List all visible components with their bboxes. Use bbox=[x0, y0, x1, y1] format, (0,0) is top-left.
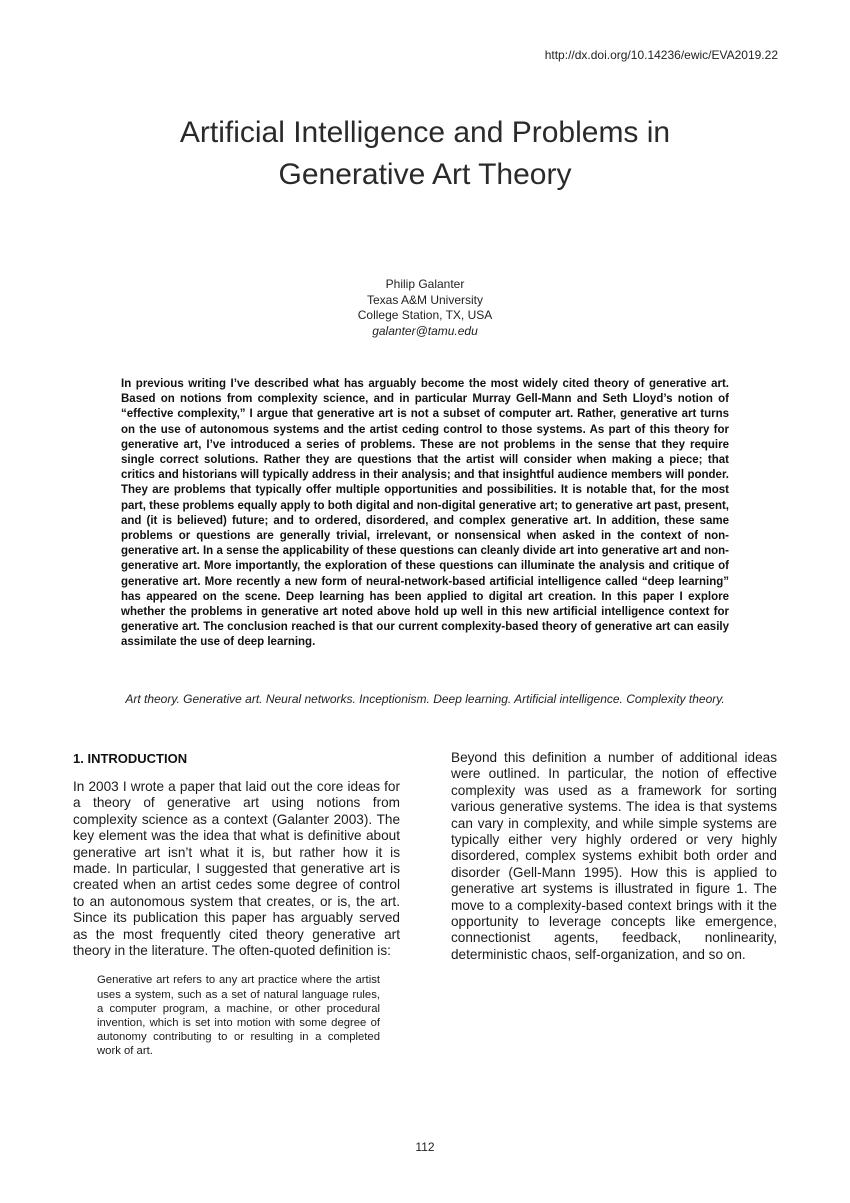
author-affiliation: Texas A&M University bbox=[366, 292, 484, 307]
right-column bbox=[451, 750, 777, 963]
author-location: College Station, TX, USA bbox=[357, 308, 493, 322]
page-number: 112 bbox=[415, 1140, 435, 1154]
author-name: Philip Galanter bbox=[385, 277, 465, 291]
doi-link[interactable]: http://dx.doi.org/10.14236/ewic/EVA2019.22 bbox=[544, 48, 778, 62]
keywords: Art theory. Generative art. Neural networks. Inceptionism. Deep learning. Artificial intelligence. Complexity theory. bbox=[125, 692, 725, 706]
author-block bbox=[0, 277, 850, 339]
section-heading-introduction: 1. INTRODUCTION bbox=[73, 751, 188, 766]
paper-title bbox=[0, 112, 850, 196]
title-line-2: Generative Art Theory bbox=[278, 158, 572, 191]
abstract: In previous writing I’ve described what has arguably become the most widely cited theory of generative art. Based on notions from complexity science, and in particular Murray Gell-Mann and Seth Lloyd’s notion of “effective complexity,” I argue that generative art is not a subset of computer art. Rather, generative art turns on the use of autonomous systems and the artist ceding control to those systems. As part of this theory for generative art, I’ve introduced a series of problems. These are not problems in the sense that they require single correct solutions. Rather they are questions that the artist will consider when making a piece; that critics and historians will typically address in their analysis; and that insightful audience members will ponder. They are problems that typically offer multiple opportunities and possibilities. It is notable that, for the most part, these problems equally apply to both digital and non-digital generative art; to generative art past, present, and (it is believed) future; and to ordered, disordered, and complex generative art. In addition, these same problems or questions are generally trivial, irrelevant, or nonsensical when asked in the context of non-generative art. In a sense the applicability of these questions can cleanly divide art into generative art and non-generative art. More importantly, the exploration of these questions can illuminate the analysis and critique of generative art. More recently a new form of neural-network-based artificial intelligence called “deep learning” has appeared on the scene. Deep learning has been applied to digital art creation. In this paper I explore whether the problems in generative art noted above hold up well in this new artificial intelligence context for generative art. The conclusion reached is that our current complexity-based theory of generative art can easily assimilate the use of deep learning. bbox=[121, 378, 729, 649]
intro-paragraph-2: Beyond this definition a number of additional ideas were outlined. In particular, the notion of effective complexity was used as a framework for sorting various generative systems. The idea is that systems can vary in complexity, and while simple systems are typically either very highly ordered or very highly disordered, complex systems exhibit both order and disorder (Gell-Mann 1995). How this is applied to generative art systems is illustrated in figure 1. The move to a complexity-based context brings with it the opportunity to leverage concepts like emergence, connectionist agents, feedback, nonlinearity, deterministic chaos, self-organization, and so on. bbox=[451, 750, 777, 962]
title-line-1: Artificial Intelligence and Problems in bbox=[179, 116, 671, 149]
left-column bbox=[73, 750, 400, 1059]
author-email[interactable]: galanter@tamu.edu bbox=[372, 323, 478, 338]
intro-paragraph-1: In 2003 I wrote a paper that laid out the core ideas for a theory of generative art using notions from complexity science as a context (Galanter 2003). The key element was the idea that what is definitive about generative art isn’t what it is, but rather how it is made. In particular, I suggested that generative art is created when an artist cedes some degree of control to an autonomous system that creates, or is, the art. Since its publication this paper has arguably served as the most frequently cited theory generative art theory in the literature. The often-quoted definition is: bbox=[73, 779, 400, 959]
definition-quote: Generative art refers to any art practice where the artist uses a system, such as a set of natural language rules, a computer program, a machine, or other procedural invention, which is set into motion with some degree of autonomy contributing to or resulting in a completed work of art. bbox=[97, 974, 380, 1058]
